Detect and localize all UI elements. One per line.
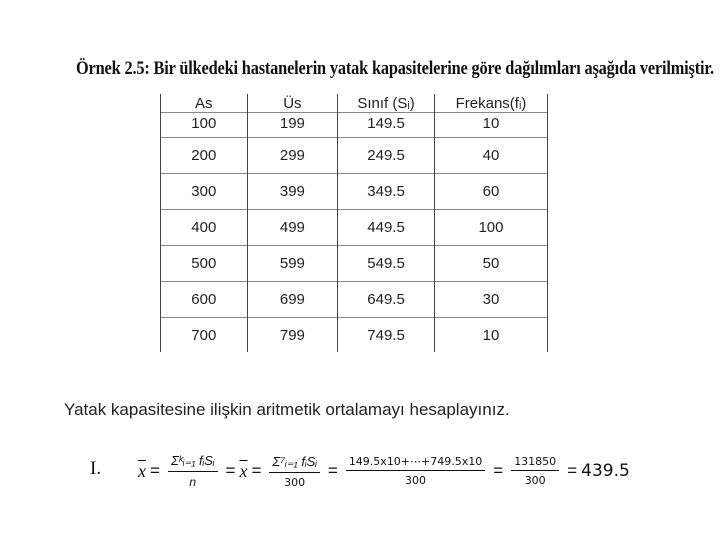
equals-sign: = — [150, 461, 160, 480]
example-text: Bir ülkedeki hastanelerin yatak kapasitelerine göre dağılımları aşağıda verilmiştir. — [149, 58, 714, 79]
equals-sign: = — [251, 461, 262, 480]
table-row — [161, 138, 548, 174]
fraction-general — [168, 453, 218, 489]
cell-as: 500 — [161, 246, 248, 282]
equals-sign: = — [567, 461, 578, 480]
cell-as: 700 — [161, 318, 248, 353]
fraction-denominator: 300 — [524, 474, 546, 487]
cell-frekans: 50 — [434, 246, 547, 282]
equals-sign: = — [493, 461, 504, 480]
cell-frekans: 40 — [434, 138, 547, 174]
cell-sinif: 749.5 — [338, 318, 435, 353]
fraction-denominator: 300 — [284, 475, 306, 489]
fraction-denominator: 300 — [405, 474, 427, 487]
fraction-sum — [511, 455, 559, 487]
header-us: Üs — [247, 94, 338, 113]
cell-us: 399 — [247, 174, 338, 210]
fraction-numerator: Σᵏᵢ₌₁ fᵢSᵢ — [168, 453, 218, 472]
equals-sign: = — [225, 461, 236, 480]
mean-result: 439.5 — [581, 461, 630, 481]
solution-number: I. — [90, 458, 102, 479]
cell-us: 199 — [247, 113, 338, 138]
fraction-numerator: 131850 — [511, 455, 559, 471]
table-row — [161, 282, 548, 318]
cell-us: 299 — [247, 138, 338, 174]
cell-as: 300 — [161, 174, 248, 210]
table-row — [161, 113, 548, 138]
table-header-row — [161, 94, 548, 113]
xbar-symbol: $\overline{x}$ — [239, 460, 248, 481]
cell-as: 400 — [161, 210, 248, 246]
cell-frekans: 100 — [434, 210, 547, 246]
cell-frekans: 60 — [434, 174, 547, 210]
cell-sinif: 249.5 — [338, 138, 435, 174]
cell-us: 499 — [247, 210, 338, 246]
cell-sinif: 449.5 — [338, 210, 435, 246]
fraction-specific — [269, 454, 319, 489]
cell-sinif: 549.5 — [338, 246, 435, 282]
cell-us: 799 — [247, 318, 338, 353]
table-row — [161, 210, 548, 246]
mean-formula — [138, 446, 630, 496]
cell-frekans: 10 — [434, 318, 547, 353]
header-sinif: Sınıf (Sᵢ) — [338, 94, 435, 113]
example-label: Örnek 2.5: — [76, 58, 150, 79]
cell-as: 200 — [161, 138, 248, 174]
fraction-numerator: Σ⁷ᵢ₌₁ fᵢSᵢ — [269, 454, 319, 473]
table-row — [161, 246, 548, 282]
cell-as: 600 — [161, 282, 248, 318]
table-row — [161, 318, 548, 353]
example-heading — [76, 58, 714, 80]
fraction-denominator: n — [189, 475, 197, 489]
header-as: As — [161, 94, 248, 113]
cell-frekans: 30 — [434, 282, 547, 318]
table-row — [161, 174, 548, 210]
frequency-table — [160, 94, 548, 352]
question-text: Yatak kapasitesine ilişkin aritmetik ortalamayı hesaplayınız. — [64, 400, 510, 419]
fraction-expanded — [346, 455, 485, 487]
cell-sinif: 149.5 — [338, 113, 435, 138]
cell-us: 699 — [247, 282, 338, 318]
equals-sign: = — [327, 461, 338, 480]
header-frekans: Frekans(fᵢ) — [434, 94, 547, 113]
cell-as: 100 — [161, 113, 248, 138]
xbar-symbol: $\overline{x}$ — [138, 460, 146, 481]
fraction-numerator: 149.5x10+⋯+749.5x10 — [346, 455, 485, 471]
cell-sinif: 349.5 — [338, 174, 435, 210]
cell-frekans: 10 — [434, 113, 547, 138]
cell-sinif: 649.5 — [338, 282, 435, 318]
cell-us: 599 — [247, 246, 338, 282]
